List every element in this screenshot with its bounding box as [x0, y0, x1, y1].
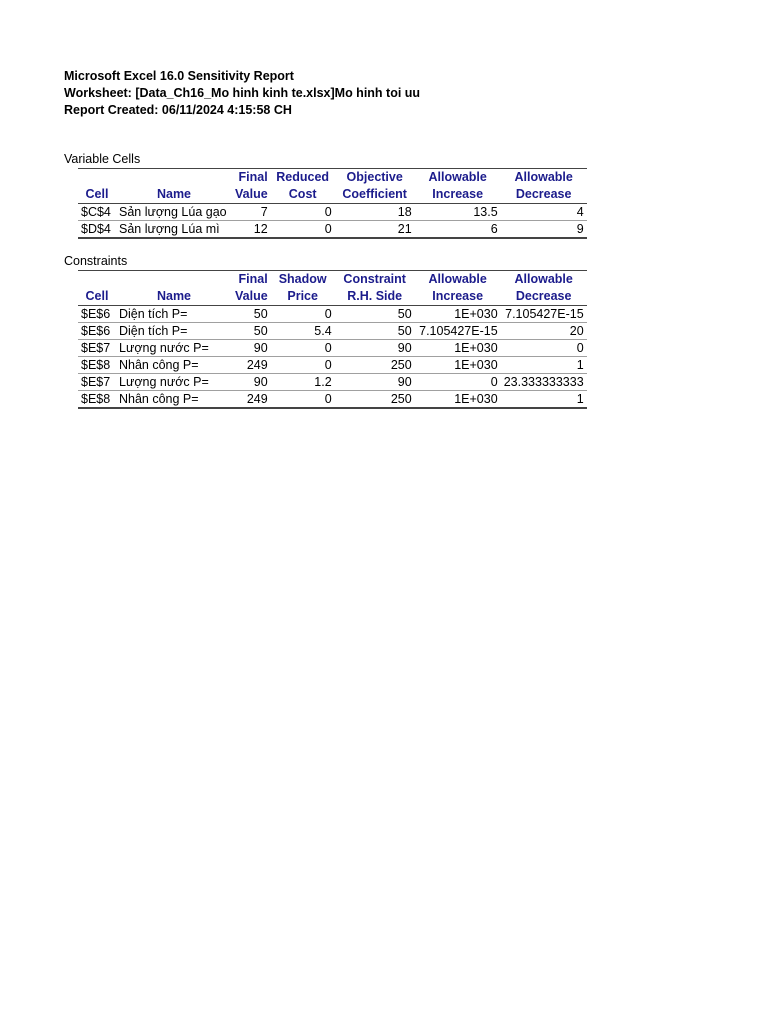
final-value: 12	[232, 221, 271, 239]
constraint-rhs: 90	[335, 374, 415, 391]
shadow-price: 1.2	[271, 374, 335, 391]
vc-header-top	[116, 169, 232, 187]
objective-coefficient: 21	[335, 221, 415, 239]
ct-header-top	[78, 271, 116, 289]
allowable-increase: 6	[415, 221, 501, 239]
allowable-decrease: 1	[501, 391, 587, 409]
final-value: 249	[232, 391, 271, 409]
constraints-title: Constraints	[64, 254, 128, 268]
ct-header-bottom: Increase	[415, 288, 501, 306]
vc-header-bottom: Value	[232, 186, 271, 204]
final-value: 50	[232, 323, 271, 340]
constraint-rhs: 250	[335, 391, 415, 409]
table-row	[78, 204, 587, 221]
cell-name: Sản lượng Lúa gạo	[116, 204, 232, 221]
final-value: 90	[232, 340, 271, 357]
allowable-increase: 13.5	[415, 204, 501, 221]
shadow-price: 0	[271, 340, 335, 357]
constraint-rhs: 90	[335, 340, 415, 357]
vc-header-bottom: Name	[116, 186, 232, 204]
report-created: Report Created: 06/11/2024 4:15:58 CH	[64, 103, 292, 117]
constraint-rhs: 50	[335, 323, 415, 340]
ct-header-bottom: Price	[271, 288, 335, 306]
table-row	[78, 374, 587, 391]
cell-ref: $E$6	[78, 306, 116, 323]
allowable-increase: 1E+030	[415, 357, 501, 374]
table-row	[78, 306, 587, 323]
vc-header-top: Allowable	[501, 169, 587, 187]
allowable-decrease: 0	[501, 340, 587, 357]
vc-header-bottom: Decrease	[501, 186, 587, 204]
vc-header-bottom: Coefficient	[335, 186, 415, 204]
cell-name: Nhân công P=	[116, 391, 232, 409]
report-title: Microsoft Excel 16.0 Sensitivity Report	[64, 69, 294, 83]
table-row	[78, 357, 587, 374]
allowable-increase: 0	[415, 374, 501, 391]
final-value: 50	[232, 306, 271, 323]
shadow-price: 0	[271, 306, 335, 323]
cell-name: Sản lượng Lúa mì	[116, 221, 232, 239]
vc-header-top: Objective	[335, 169, 415, 187]
cell-ref: $D$4	[78, 221, 116, 239]
allowable-increase: 7.105427E-15	[415, 323, 501, 340]
objective-coefficient: 18	[335, 204, 415, 221]
cell-ref: $E$7	[78, 340, 116, 357]
shadow-price: 0	[271, 357, 335, 374]
vc-header-top	[78, 169, 116, 187]
cell-ref: $E$6	[78, 323, 116, 340]
variable-cells-title: Variable Cells	[64, 152, 141, 166]
ct-header-bottom: Cell	[78, 288, 116, 306]
allowable-decrease: 4	[501, 204, 587, 221]
final-value: 249	[232, 357, 271, 374]
ct-header-top: Constraint	[335, 271, 415, 289]
reduced-cost: 0	[271, 221, 335, 239]
allowable-decrease: 23.333333333	[501, 374, 587, 391]
ct-header-bottom: R.H. Side	[335, 288, 415, 306]
cell-name: Lượng nước P=	[116, 340, 232, 357]
shadow-price: 0	[271, 391, 335, 409]
allowable-decrease: 20	[501, 323, 587, 340]
vc-header-top: Final	[232, 169, 271, 187]
vc-header-top: Allowable	[415, 169, 501, 187]
cell-name: Nhân công P=	[116, 357, 232, 374]
ct-header-top: Final	[232, 271, 271, 289]
constraint-rhs: 50	[335, 306, 415, 323]
worksheet-name: Worksheet: [Data_Ch16_Mo hinh kinh te.xlsx]Mo hinh toi uu	[64, 86, 421, 100]
ct-header-bottom: Value	[232, 288, 271, 306]
ct-header-top	[116, 271, 232, 289]
reduced-cost: 0	[271, 204, 335, 221]
cell-ref: $E$7	[78, 374, 116, 391]
ct-header-top: Allowable	[415, 271, 501, 289]
allowable-decrease: 7.105427E-15	[501, 306, 587, 323]
variable-cells-table	[78, 168, 587, 239]
allowable-increase: 1E+030	[415, 340, 501, 357]
vc-header-bottom: Cell	[78, 186, 116, 204]
final-value: 90	[232, 374, 271, 391]
vc-header-bottom: Cost	[271, 186, 335, 204]
constraint-rhs: 250	[335, 357, 415, 374]
allowable-decrease: 9	[501, 221, 587, 239]
ct-header-bottom: Decrease	[501, 288, 587, 306]
table-row	[78, 391, 587, 409]
table-row	[78, 323, 587, 340]
cell-ref: $E$8	[78, 391, 116, 409]
cell-name: Lượng nước P=	[116, 374, 232, 391]
ct-header-top: Allowable	[501, 271, 587, 289]
allowable-increase: 1E+030	[415, 306, 501, 323]
table-row	[78, 340, 587, 357]
constraints-table	[78, 270, 587, 409]
cell-name: Diện tích P=	[116, 323, 232, 340]
vc-header-top: Reduced	[271, 169, 335, 187]
ct-header-bottom: Name	[116, 288, 232, 306]
vc-header-bottom: Increase	[415, 186, 501, 204]
report-header	[64, 68, 420, 119]
shadow-price: 5.4	[271, 323, 335, 340]
cell-ref: $E$8	[78, 357, 116, 374]
allowable-decrease: 1	[501, 357, 587, 374]
table-row	[78, 221, 587, 239]
cell-name: Diện tích P=	[116, 306, 232, 323]
cell-ref: $C$4	[78, 204, 116, 221]
final-value: 7	[232, 204, 271, 221]
ct-header-top: Shadow	[271, 271, 335, 289]
allowable-increase: 1E+030	[415, 391, 501, 409]
